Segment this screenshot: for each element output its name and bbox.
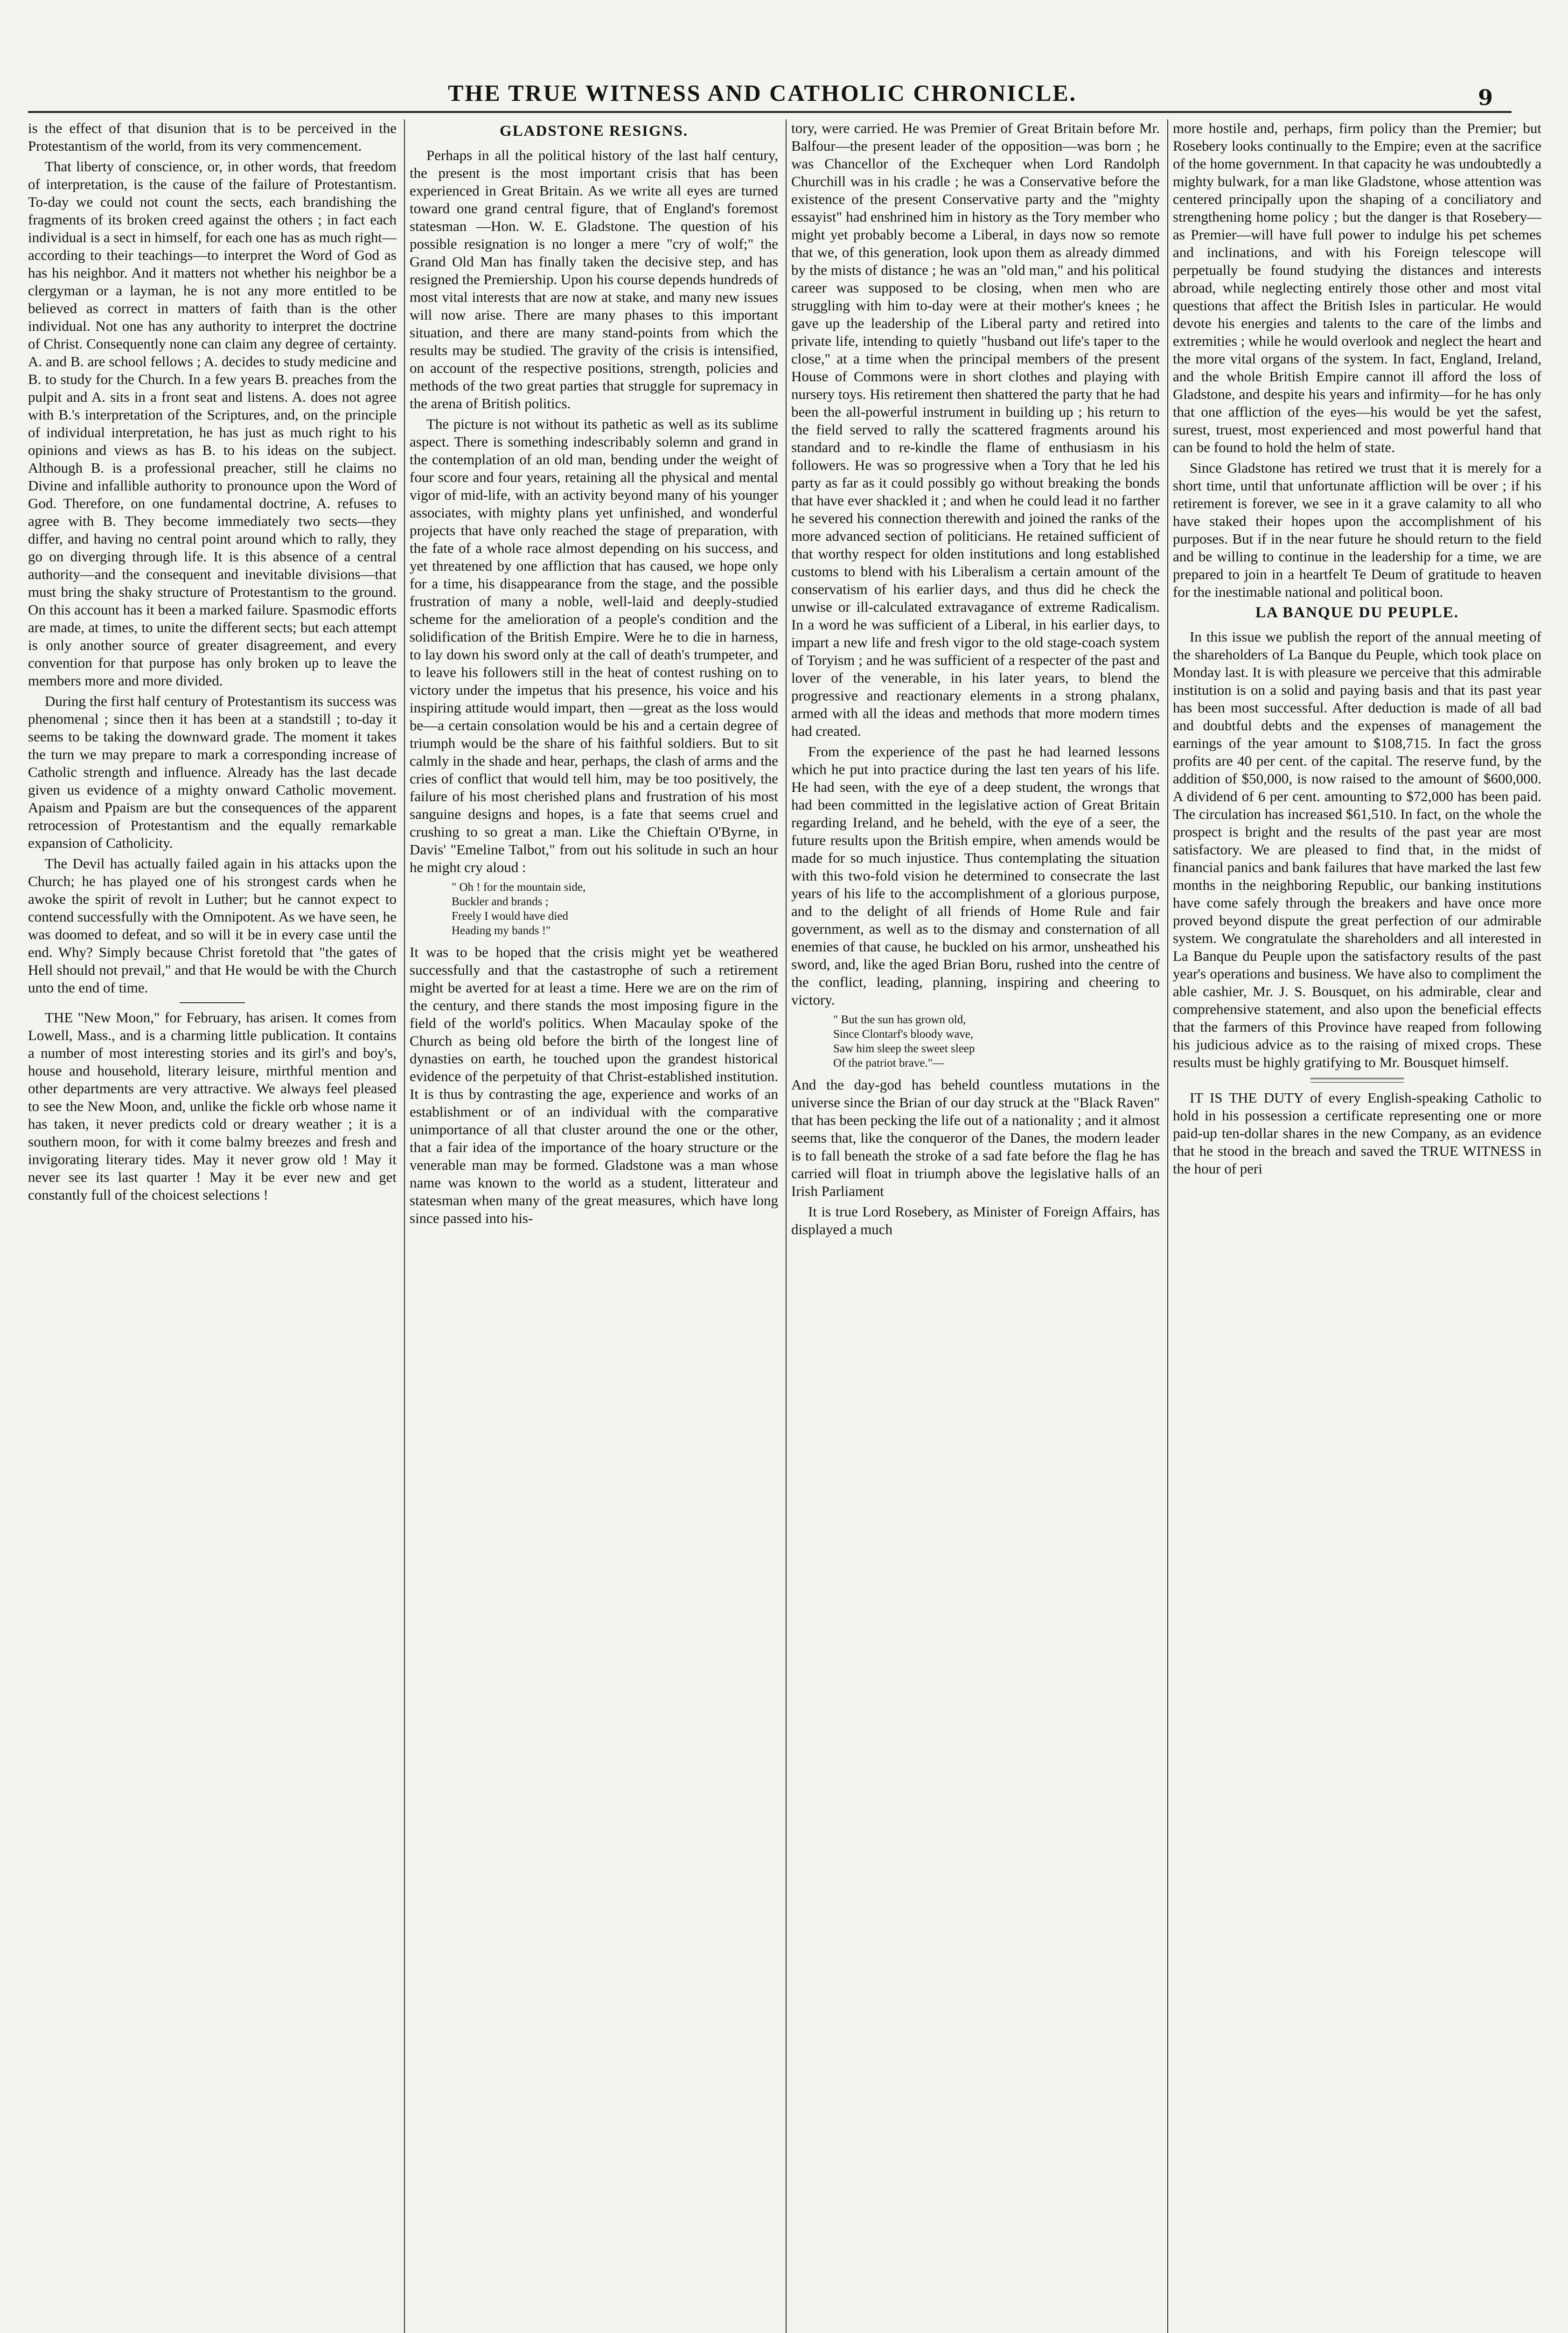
section-divider	[180, 1002, 245, 1003]
newspaper-title: THE TRUE WITNESS AND CATHOLIC CHRONICLE.	[448, 80, 1077, 106]
article-paragraph: It is true Lord Rosebery, as Minister of Foreign Affairs, has displayed a much	[791, 1203, 1160, 1237]
column-divider	[404, 119, 405, 2333]
poem-line: Heading my bands !"	[452, 924, 551, 937]
article-paragraph: Since Gladstone has retired we trust that it is merely for a short time, until that unfortunate affliction will be over ; if his retirement is forever, we see in it a grave calamity to all who have staked their hopes upon the accomplishment of his purposes. But if in the near future he should return to the field and be willing to continue in the leadership for a time, we are prepared to join in a heartfelt Te Deum of gratitude to heaven for the inestimable national and political boon.	[1173, 460, 1541, 600]
article-paragraph: It was to be hoped that the crisis might yet be weathered successfully and that the castastrophe of such a retirement might be averted for at least a time. Here we are on the rim of the century, and there stands the most imposing figure in the field of the world's politics. When Macaulay spoke of the Church as being old before the birth of the longest line of dynasties on earth, he touched upon the grandest historical evidence of the perpetuity of that Christ-established institution. It is thus by contrasting the age, experience and works of an establishment or of an individual with the comparative unimportance of all that cluster around the one or the other, that a fair idea of the importance of the hoary structure or the venerable man may be formed. Gladstone was a man whose name was known to the world as a student, litterateur and statesman when many of the great measures, which have long since passed into his-	[410, 944, 778, 1226]
article-paragraph: And the day-god has beheld countless mutations in the universe since the Brian of our day struck at the "Black Raven" that has been pecking the life out of a nationality ; and it almost seems that, like the conqueror of the Danes, the modern leader is to fall beneath the stroke of a sad fate before the flag he has carried will float in triumph above the legislative halls of an Irish Parliament	[791, 1076, 1160, 1199]
new-moon-notice: THE "New Moon," for February, has arisen. It comes from Lowell, Mass., and is a charming little publication. It contains a number of most interesting stories and its girl's and boy's, house and household, literary leisure, mirthful mention and other departments are very attractive. We always feel pleased to see the New Moon, and, unlike the fickle orb whose name it has taken, it never predicts cold or dreary weather ; it is a southern moon, for with it come balmy breezes and fresh and invigorating literary tides. May it never grow old ! May it never see its last quarter ! May it be ever new and get constantly full of the choicest selections !	[28, 1009, 397, 1203]
poem-line: Buckler and brands ;	[452, 895, 549, 908]
poem-line: Of the patriot brave."—	[833, 1057, 944, 1069]
column-2	[410, 119, 778, 2333]
article-paragraph: more hostile and, perhaps, firm policy than the Premier; but Rosebery looks continually to the Empire; even at the sacrifice of the home government. In that capacity he was undoubtedly a mighty bulwark, for a man like Gladstone, whose attention was centered principally upon the shaping of a conciliatory and strengthening home policy ; but the danger is that Rosebery—as Premier—will have full power to indulge his pet schemes and inclinations, and with his Foreign telescope will perpetually be found studying the distances and interests abroad, while neglecting entirely those other and most vital questions that affect the British Isles in particular. He would devote his energies and talents to the care of the limbs and extremities ; while he would overlook and neglect the heart and the more vital organs of the system. In fact, England, Ireland, and the whole British Empire cannot ill afford the loss of Gladstone, and despite his years and infirmity—for he has only that one affliction of the eyes—his would be yet the safest, surest, truest, most experienced and most powerful hand that can be found to hold the helm of state.	[1173, 120, 1541, 455]
page-number: 9	[1477, 85, 1493, 110]
column-1	[28, 119, 397, 2333]
column-3	[791, 119, 1160, 2333]
section-divider	[1310, 1078, 1404, 1083]
column-4	[1173, 119, 1541, 2333]
article-paragraph: During the first half century of Protestantism its success was phenomenal ; since then it has been at a standstill ; to-day it seems to be taking the downward grade. The moment it takes the turn we may prepare to mark a corresponding increase of Catholic strength and influence. Already has the last decade given us evidence of a mighty onward Catholic movement. Apaism and Ppaism are but the consequences of the apparent retrocession of Protestantism and the equally remarkable expansion of Catholicity.	[28, 693, 397, 851]
poem-quote	[452, 880, 778, 938]
shares-notice: IT IS THE DUTY of every English-speaking Catholic to hold in his possession a certificate representing one or more paid-up ten-dollar shares in the new Company, as an evidence that he stood in the breach and saved the TRUE WITNESS in the hour of peri	[1173, 1090, 1541, 1177]
article-heading-gladstone: GLADSTONE RESIGNS.	[499, 123, 688, 140]
poem-line: " Oh ! for the mountain side,	[452, 881, 586, 894]
poem-line: " But the sun has grown old,	[833, 1013, 966, 1026]
article-paragraph: From the experience of the past he had learned lessons which he put into practice during the last ten years of his life. He had seen, with the eye of a deep student, the wrongs that had been committed in the legislative action of Great Britain regarding Ireland, and he beheld, with the eye of a seer, the future results upon the British empire, when amends would be made for so much injustice. Thus contemplating the situation with this two-fold vision he determined to consecrate the last years of his life to the accomplishment of a glorious purpose, and to the delight of all friends of Home Rule and fair government, as well as to the dismay and consternation of all enemies of that cause, he buckled on his armor, unsheathed his sword, and, like the aged Brian Boru, rushed into the centre of the conflict, leading, planning, inspiring and cheering to victory.	[791, 743, 1160, 1008]
article-heading-banque: LA BANQUE DU PEUPLE.	[1255, 604, 1459, 621]
article-paragraph: The Devil has actually failed again in his attacks upon the Church; he has played one of his strongest cards when he awoke the spirit of revolt in Luther; but he cannot expect to contend successfully with the Omnipotent. As we have seen, he was doomed to defeat, and so will it be in every case until the end. Why? Simply because Christ foretold that "the gates of Hell should not prevail," and that He would be with the Church unto the end of time.	[28, 855, 397, 996]
masthead-rule	[28, 111, 1512, 113]
poem-line: Since Clontarf's bloody wave,	[833, 1028, 974, 1041]
article-paragraph: Perhaps in all the political history of the last half century, the present is the most important crisis that has been experienced in Great Britain. As we write all eyes are turned toward one grand central figure, that of England's foremost statesman —Hon. W. E. Gladstone. The question of his possible resignation is no longer a mere "cry of wolf;" the Grand Old Man has finally taken the decisive step, and has resigned the Premiership. Upon his course depends hundreds of most vital interests that are now at stake, and many new issues will now arise. There are many phases to this important situation, and there are many stand-points from which the results may be studied. The gravity of the crisis is intensified, on account of the respective positions, strength, policies and methods of the two great parties that struggle for supremacy in the arena of British politics.	[410, 147, 778, 412]
masthead	[28, 0, 1512, 112]
article-paragraph: is the effect of that disunion that is to be perceived in the Protestantism of the world, from its very commencement.	[28, 120, 397, 154]
column-divider	[786, 119, 787, 2333]
poem-line: Saw him sleep the sweet sleep	[833, 1042, 975, 1055]
article-paragraph: That liberty of conscience, or, in other words, that freedom of interpretation, is the cause of the failure of Protestantism. To-day we could not count the sects, each brandishing the fragments of its broken creed against the others ; in fact each individual is a sect in himself, for each one has as much right—according to their teachings—to interpret the Word of God as has his neighbor. And it matters not whether his neighbor be a clergyman or a layman, he is not any more entitled to be believed as correct in matters of faith than is the other individual. Not one has any authority to interpret the doctrine of Christ. Consequently none can claim any degree of certainty. A. and B. are school fellows ; A. decides to study medicine and B. to study for the Church. In a few years B. preaches from the pulpit and A. sits in a front seat and listens. A. does not agree with B.'s interpretation of the Scriptures, and, on the principle of individual interpretation, he has just as much right to his opinions and views as has B. to his ideas on the subject. Although B. is a professional preacher, still he claims no Divine and infallible authority to pronounce upon the Word of God. Therefore, on one fundamental doctrine, A. refuses to agree with B. They become immediately two sects—they differ, and having no central point around which to rally, they go on diverging through life. It is this absence of a central authority—and the consequent and inevitable divisions—that must bring the shaky structure of Protestantism to the ground. On this account has it been a marked failure. Spasmodic efforts are made, at times, to unite the different sects; but each attempt is only another source of greater disagreement, and every convention for that purpose has only broken up to leave the members more and more divided.	[28, 158, 397, 689]
article-paragraph: The picture is not without its pathetic as well as its sublime aspect. There is something indescribably solemn and grand in the contemplation of an old man, bending under the weight of four score and four years, retaining all the physical and mental vigor of mid-life, with an activity beyond many of his younger associates, with mighty plans yet unfinished, and wonderful projects that have only reached the stage of preparation, with the fate of a whole race almost depending on his success, and yet threatened by one affliction that has caused, we hope only for a time, his disappearance from the stage, and the possible frustration of many a noble, well-laid and deeply-studied scheme for the amelioration of a people's condition and the solidification of the British Empire. Were he to die in harness, to lay down his sword only at the call of death's trumpeter, and to leave his followers still in the heat of contest rushing on to victory under the impetus that his presence, his voice and his inspiring attitude would impart, then —great as the loss would be—a certain consolation would be his and a certain degree of triumph would be the share of his faithful soldiers. But to sit calmly in the shade and hear, perhaps, the clash of arms and the cries of conflict that would tell him, may be too positively, the failure of his most cherished plans and frustration of his most sanguine designs and hopes, is a fate that seems cruel and crushing to so great a man. Like the Chieftain O'Byrne, in Davis' "Emeline Talbot," from out his solitude in such an hour he might cry aloud :	[410, 416, 778, 875]
article-paragraph: In this issue we publish the report of the annual meeting of the shareholders of La Banque du Peuple, which took place on Monday last. It is with pleasure we perceive that this admirable institution is on a solid and paying basis and that its past year has been most successful. After deduction is made of all bad and doubtful debts and the expenses of management the earnings of the year amount to $108,715. In fact the gross profits are 40 per cent. of the capital. The reserve fund, by the addition of $50,000, is now raised to the amount of $600,000. A dividend of 6 per cent. amounting to $72,000 has been paid. The circulation has increased $61,510. In fact, on the whole the prospect is bright and the results of the past year are most satisfactory. We are pleased to find that, in the midst of financial panics and bank failures that have marked the last few months in the neighboring Republic, our banking institutions have come safely through the breakers and have once more proved beyond dispute the great perfection of our admirable system. We congratulate the shareholders and all interested in La Banque du Peuple upon the satisfactory results of the past year's operations and business. We have also to compliment the able cashier, Mr. J. S. Bousquet, on his admirable, clear and comprehensive statement, and also upon the beneficial effects that the farmers of this Province have reaped from following his judicious advice as to the raising of mixed crops. These results must be highly gratifying to Mr. Bousquet himself.	[1173, 629, 1541, 1070]
poem-quote	[833, 1013, 1160, 1070]
article-paragraph: tory, were carried. He was Premier of Great Britain before Mr. Balfour—the present leader of the opposition—was born ; he was Chancellor of the Exchequer when Lord Randolph Churchill was in his cradle ; he was a Conservative before the existence of the present Conservative party and the "mighty essayist" had enshrined him in history as the Tory member who might yet probably become a Liberal, in days now so remote that we, of this generation, look upon them as already dimmed by the mists of distance ; he was an "old man," and his political career was supposed to be closing, when men who are struggling with him to-day were at their mother's knees ; he gave up the leadership of the Liberal party and retired into private life, intending to quietly "husband out life's taper to the close," at a time when the principal members of the present House of Commons were in short clothes and playing with nursery toys. His retirement then shattered the party that he had been the all-powerful instrument in building up ; his return to the field served to rally the scattered fragments around his standard and to re-kindle the flame of enthusiasm in his followers. He was so progressive when a Tory that he led his party as far as it could possibly go without breaking the bonds that have ever shackled it ; and when he could lead it no farther he severed his connection therewith and joined the ranks of the more advanced section of politicians. He retained sufficient of that worthy respect for olden institutions and long established customs to blend with his Liberalism a certain amount of the conservatism of his earlier days, and thus did he check the unwise or ill-calculated extravagance of extreme Radicalism. In a word he was sufficient of a Liberal, in his earlier days, to impart a new life and fresh vigor to the old stage-coach system of Toryism ; and he was sufficient of a respecter of the past and lover of the venerable, in his later years, to blend the progressive and reactionary elements in a strong phalanx, armed with all the ideas and methods that more modern times had created.	[791, 120, 1160, 739]
poem-line: Freely I would have died	[452, 910, 568, 922]
column-divider	[1167, 119, 1168, 2333]
